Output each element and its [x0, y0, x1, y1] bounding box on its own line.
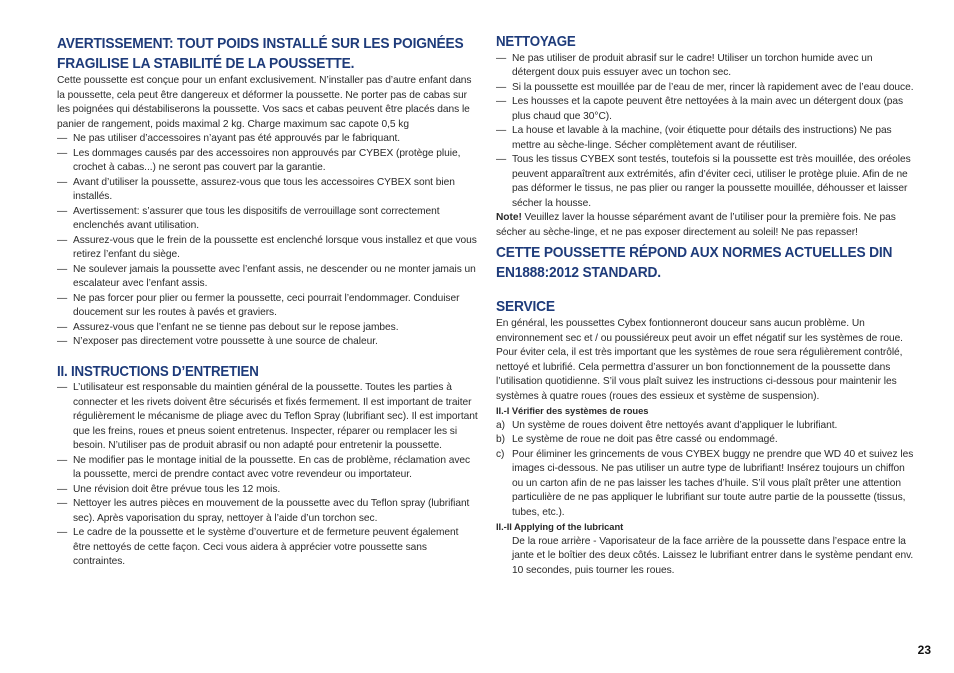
list-item: — Les housses et la capote peuvent être nettoyées à la main avec un détergent doux (pas plus chaud que 30°C). — [496, 95, 916, 124]
check-list — [496, 419, 916, 521]
list-item: — Si la poussette est mouillée par de l’eau de mer, rincer là rapidement avec de l’eau douce. — [496, 81, 916, 96]
list-item: — Le cadre de la poussette et le système d’ouverture et de fermeture peuvent également être nettoyés de cette façon. Ceci vous aidera à apprécier votre poussette sans contraintes. — [57, 526, 478, 570]
service-paragraph: En général, les poussettes Cybex fontionneront douceur sans aucun problème. Un environnement sec et / ou poussiéreux peut avoir un effet négatif sur les systèmes de roue. Pour éviter cela, il est très important que les systèmes de roue sera régulièrement contrôlé, nettoyé et lubrifié. Cela permettra d’assurer un bon fonctionnement de la poussette dans l’utilisation quotidienne. S’il vous plaît suivez les instructions ci-dessous pour maintenir les systèmes à quatre roues (roues des essieux et système de suspension). — [496, 318, 903, 402]
warning-list — [57, 132, 478, 350]
list-item: — Tous les tissus CYBEX sont testés, toutefois si la poussette est très mouillée, des oréoles peuvent apparaîtrent aux extrémités, afin d’éviter ceci, utiliser le protège pluie. Afin de ne pas déformer le tissus, ne pas plier ou ranger la poussette mouillée, déhousser et laisser sécher la housse. — [496, 153, 916, 211]
standard-heading: CETTE POUSSETTE RÉPOND AUX NORMES ACTUELLES DIN EN1888:2012 STANDARD. — [496, 245, 893, 281]
list-item: — Avant d’utiliser la poussette, assurez-vous que tous les accessoires CYBEX sont bien installés. — [57, 176, 478, 205]
list-item: — L’utilisateur est responsable du maintien général de la poussette. Toutes les parties à connecter et les rivets doivent être sécurisés et fixés fermement. Il est important de traiter régulièrement le mécanisme de pliage avec du Teflon Spray (lubrifiant sec). Il est important que les freins, roues et pneus soient entretenus. Inspecter, réparer ou remplacer les si besoin. N’utiliser pas de produit abrasif ou non adapté pour entretenir la poussette. — [57, 381, 478, 454]
list-item: — Ne soulever jamais la poussette avec l’enfant assis, ne descender ou ne monter jamais un escalateur avec l’enfant assis. — [57, 263, 478, 292]
left-column — [57, 34, 478, 570]
item-text: Pour éliminer les grincements de vous CYBEX buggy ne prendre que WD 40 et suivez les images ci-dessous. Ne pas utiliser un autre type de lubrifiant! Insérez toujours un chiffon ou un carton afin de ne pas laisser les taches d’huile. S’il vous plaît prêter une attention particulière de ne pas appliquer le lubrifiant sur toute autre partie de la poussette (tissus, tubes, etc.). — [512, 448, 914, 518]
cleaning-heading: NETTOYAGE — [496, 34, 576, 50]
list-item — [496, 419, 916, 434]
maintenance-list — [57, 381, 478, 570]
warning-paragraph: Cette poussette est conçue pour un enfant exclusivement. N’installer pas d’autre enfant dans la poussette, cela peut être dangereux et déformer la poussette. Ne porter pas de cabas sur les poignées qui déstabiliserons la poussette. Vos sacs et cabas peuvent être placés dans le panier de rangement, poids maximal 2 kg. Charge maximum sac capote 0,5 kg — [57, 75, 472, 130]
list-item: — Assurez-vous que le frein de la poussette est enclenché lorsque vous installez et que vous retirez l’enfant du siège. — [57, 234, 478, 263]
page-number: 23 — [917, 643, 931, 657]
list-item: — Nettoyer les autres pièces en mouvement de la poussette avec du Teflon spray (lubrifiant sec). Après vaporisation du spray, nettoyer à l’aide d’un torchon sec. — [57, 497, 478, 526]
item-marker: c) — [496, 448, 505, 460]
right-column — [496, 34, 916, 578]
list-item — [496, 433, 916, 448]
note-text: Veuillez laver la housse séparément avant de l’utiliser pour la première fois. Ne pas sécher au sèche-linge, et ne pas exposer directement au soleil! Ne pas repasser! — [496, 212, 896, 238]
maintenance-heading: II. INSTRUCTIONS D’ENTRETIEN — [57, 363, 259, 380]
list-item: — Ne pas utiliser de produit abrasif sur le cadre! Utiliser un torchon humide avec un détergent doux puis essuyer avec un tochon sec. — [496, 52, 916, 81]
apply-subheading: II.-II Applying of the lubricant — [496, 521, 624, 532]
warning-heading: AVERTISSEMENT: TOUT POIDS INSTALLÉ SUR LES POIGNÉES FRAGILISE LA STABILITÉ DE LA POUSSETTE. — [57, 36, 464, 72]
apply-paragraph: De la roue arrière - Vaporisateur de la face arrière de la poussette dans l’espace entre la jante et le boîtier des deux côtés. Laissez le lubrifiant entrer dans le système pendant env. 10 secondes, puis tourner les roues. — [512, 535, 914, 576]
list-item: — Avertissement: s’assurer que tous les dispositifs de verrouillage sont correctement enclenchés avant utilisation. — [57, 205, 478, 234]
list-item: — N’exposer pas directement votre poussette à une source de chaleur. — [57, 335, 478, 350]
list-item: — Assurez-vous que l’enfant ne se tienne pas debout sur le repose jambes. — [57, 321, 478, 336]
list-item: — Ne modifier pas le montage initial de la poussette. En cas de problème, réclamation avec la poussette, merci de prendre contact avec votre revendeur ou importateur. — [57, 454, 478, 483]
note-paragraph — [496, 211, 916, 240]
item-marker: a) — [496, 419, 505, 431]
item-text: Le système de roue ne doit pas être cassé ou endommagé. — [512, 434, 778, 445]
check-subheading: II.-I Vérifier des systèmes de roues — [496, 405, 649, 416]
note-label: Note! — [496, 212, 522, 223]
list-item: — Une révision doit être prévue tous les 12 mois. — [57, 483, 478, 498]
item-marker: b) — [496, 434, 505, 445]
service-heading: SERVICE — [496, 299, 555, 315]
list-item: — Ne pas utiliser d’accessoires n’ayant pas été approuvés par le fabriquant. — [57, 132, 478, 147]
list-item — [496, 448, 916, 521]
cleaning-list — [496, 52, 916, 212]
list-item: — Les dommages causés par des accessoires non approuvés par CYBEX (protège pluie, crochet à cabas...) ne seront pas couvert par la garantie. — [57, 147, 478, 176]
item-text: Un système de roues doivent être nettoyés avant d’appliquer le lubrifiant. — [512, 419, 838, 431]
list-item: — La house et lavable à la machine, (voir étiquette pour détails des instructions) Ne pas mettre au sèche-linge. Sécher complètement avant de réutiliser. — [496, 124, 916, 153]
list-item: — Ne pas forcer pour plier ou fermer la poussette, ceci pourrait l’endommager. Conduiser doucement sur les routes à pavés et graviers. — [57, 292, 478, 321]
